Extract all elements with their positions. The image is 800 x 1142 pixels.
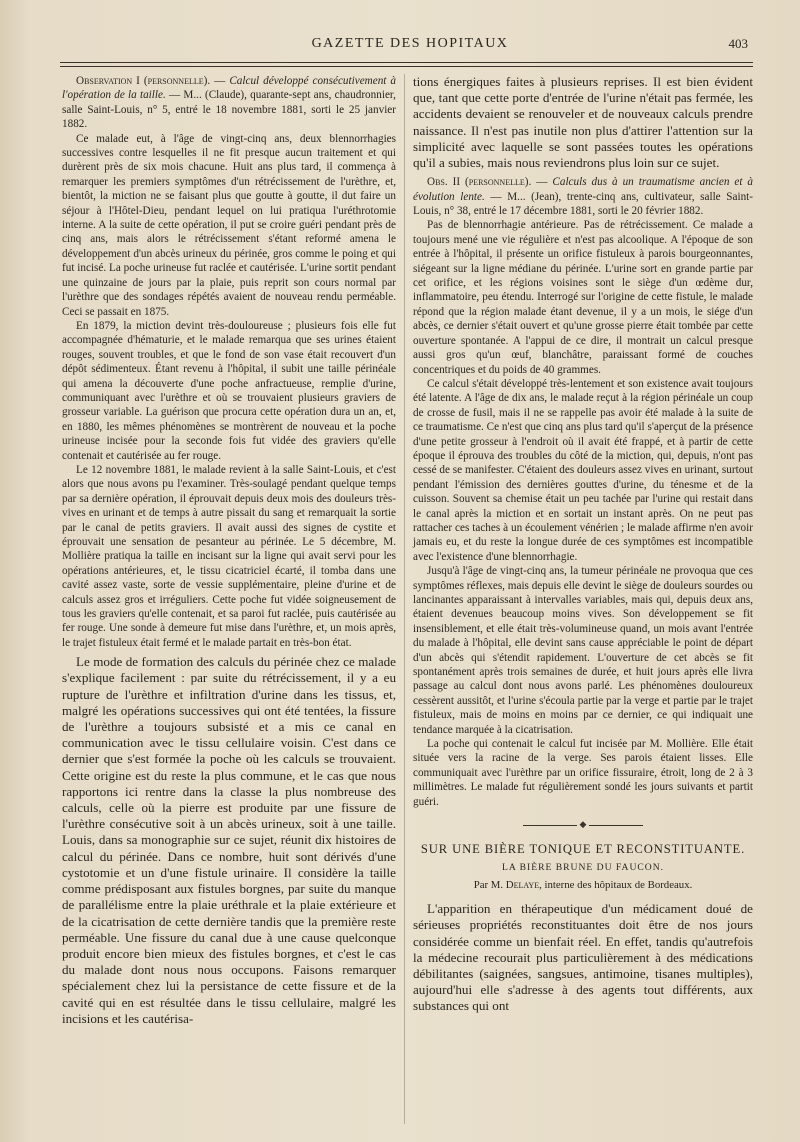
observation-2-heading: Obs. II (personnelle). — Calculs dus à un traumatisme ancien et à évolution lente. — M... (Jean), trente-cinq ans, cultivateur, salle Saint-Louis, n° 38, entré le 17 décembre 1881, sorti le 20 février 1882. [413,176,754,218]
right-column [413,74,753,1015]
paragraph: Ce calcul s'était développé très-lentement et son existence avait toujours été latente. A l'âge de dix ans, le malade reçut à la région périnéale un coup de crosse de fusil, mais il ne se rappelle pas avoir été malade à la suite de ce traumatisme. Ce n'est que cinq ans plus tard qu'il s'aperçut de la présence d'une petite grosseur à l'endroit où il avait été frappé, et à partir de cette époque il éprouva des troubles du côté de la miction, qui, depuis, n'ont pas cessé de se manifester. C'étaient des douleurs assez vives en urinant, surtout pendant l'émission des dernières gouttes d'urine, du ténesme et de la cuisson. Souvent sa chemise était un peu tachée par l'urine qui restait dans le canal après la miction et en sortait un instant après. On ne peut pas rattacher ces taches à un écoulement vénérien ; le malade affirme n'en avoir jamais eu, et du reste la longue durée de ces symptômes est incompatible avec l'existence d'une blennorrhagie. [413,377,753,563]
paragraph: Pas de blennorrhagie antérieure. Pas de rétrécissement. Ce malade a toujours mené une vie régulière et n'est pas alcoolique. A l'époque de son entrée à l'hôpital, il présente un orifice fistuleux à parois bourgeonnantes, siégeant sur la ligne médiane du périnée. L'urine sort en grande partie par cet orifice, et les régions voisines sont le siège d'un œdème dur, inflammatoire, peu étendu. Interrogé sur l'origine de cette fistule, le malade répond que la région malade étant devenue, il y a un mois, le siége d'un abcès, ce dernier s'était ouvert et qu'une grosse pierre était tombée par cette ouverture spontanée. A l'appui de ce dire, il montrait un calcul presque aussi gros qu'un œuf, blanchâtre, paraissant formé de couches concentriques et du poids de 40 grammes. [413,219,753,376]
commentary [62,654,396,1027]
article-byline: Par M. Delaye, interne des hôpitaux de Bordeaux. [473,879,693,892]
header-rule-bottom [60,66,753,67]
observation-1 [62,74,396,650]
running-title: GAZETTE DES HOPITAUX [311,36,509,51]
observation-2-patient: — M... (Jean), trente-cinq ans, cultivateur, salle Saint-Louis, n° 38, entré le 17 décembre 1881, sorti le 20 février 1882. [413,190,753,218]
observation-2-title: Calculs dus à un traumatisme ancien et à évolution lente. [413,176,754,203]
left-column [62,74,396,1027]
paragraph: Le mode de formation des calculs du périnée chez ce malade s'explique facilement : par suite du rétrécissement, il y a eu rupture de l'urèthre et infiltration d'urine dans les tissus, et, malgré les opérations successives qui ont été tentées, la fissure de l'urèthre a toujours subsisté et a mis ce canal en communication avec le tissu cellulaire voisin. C'est dans ce dernier que s'est formée la poche où les calculs se trouvaient. Cette origine est du reste la plus commune, et le cas que nous rapportons ici rentre dans la classe la plus nombreuse des calculs, celle où la pierre est produite par une fissure de l'urèthre consécutive soit à un abcès urineux, soit à une taille. Louis, dans sa monographie sur ce sujet, réunit dix histoires de calcul du périnée. Dans ce nombre, huit sont dérivés d'une cystotomie et un d'une fistule urinaire. Il considère la taille comme prédisposant aux fistules borgnes, par suite du manque de parallélisme entre la plaie uréthrale et la plaie extérieure et de la cicatrisation de cette dernière tandis que la première reste perméable. Une fissure du canal due à une cause quelconque produit encore bien mieux des fistules borgnes, et c'est le cas du malade dont nous nous occupons. Faisons remarquer spécialement chez lui la persistance de cette fissure et de la cavité qui en est résultée dans le tissu cellulaire, malgré les incisions et les cautérisa- [62,654,396,1026]
paragraph: L'apparition en thérapeutique d'un médicament doué de sérieuses propriétés reconstituantes doit être de nos jours considérée comme un bienfait réel. En effet, tandis qu'autrefois la médecine recourait plus particulièrement à des médications débilitantes (saignées, sangsues, antimoine, tisanes multiples), aujourd'hui elle s'adresse à des agents tout différents, aux substances qui ont [413,901,753,1014]
observation-2-label: Obs. II (personnelle). [427,176,532,189]
header-rule-top [60,62,753,63]
article-body [413,901,753,1014]
paragraph: Ce malade eut, à l'âge de vingt-cinq ans, deux blennorrhagies successives contre lesquelles il ne fit presque aucun traitement et qui durèrent près de six mois chacune. Huit ans plus tard, il commença à remarquer les premiers symptômes d'un rétrécissement de l'urèthre, et, bientôt, la miction ne se faisant plus que goutte à goutte, il dut faire un séjour à l'Hôtel-Dieu, pendant lequel on lui pratiqua l'uréthrotomie interne. A la suite de cette opération, il put se croire guéri pendant près de cinq ans, mais alors le rétrécissement s'étant reformé amena le développement d'un abcès urineux du périnée, gros comme le poing et qui fut incisé. La poche urineuse fut raclée et cautérisée. L'urine sortit pendant une quinzaine de jours par la plaie, puis reprit son cours normal par l'urèthre que des sondages répétés avaient de nouveau rendu perméable. Ceci se passait en 1875. [62,132,396,318]
observation-1-title: Calcul développé consécutivement à l'opération de la taille. [62,75,396,102]
paragraph: Le 12 novembre 1881, le malade revient à la salle Saint-Louis, et c'est alors que nous avons pu l'examiner. Très-soulagé pendant quelque temps par sa dernière opération, il éprouvait depuis deux mois des douleurs très-vives en urinant et de temps à autre pissait du sang et remarquait la sortie par le canal de petits graviers. Il avait aussi des signes de cystite et éprouvait une sensation de pesanteur au périnée. Le 5 décembre, M. Mollière pratiqua la taille en incisant sur la ligne qui avait servi pour les opérations antérieures, et, le tissu cicatriciel écarté, il tomba dans une cavité assez vaste, sorte de vessie supplémentaire, pleine d'urine et de calculs assez gros et irréguliers. Cette poche fut vidée soigneusement de tous les graviers qu'elle contenait, et sa paroi fut raclée, puis cautérisée au fer rouge. Une sonde à demeure fut mise dans l'urèthre, et, un mois après, le trajet fistuleux était fermé et le malade partait en très-bon état. [62,463,396,649]
article-title: SUR UNE BIÈRE TONIQUE ET RECONSTITUANTE. [420,842,746,857]
paragraph: En 1879, la miction devint très-douloureuse ; plusieurs fois elle fut accompagnée d'hématurie, et le malade remarqua que ses urines étaient rouges, souvent troubles, et que le fond de son vase était recouvert d'un dépôt sédimenteux. Étant revenu à l'hôpital, il subit une taille périnéale qui amena la découverte d'une poche anfractueuse, remplie d'urine, communiquant avec l'urèthre et où se trouvaient plusieurs graviers de grosseur variable. La guérison que procura cette opération dura un an, et, en 1880, les mêmes phénomènes se montrèrent de nouveau et la poche urineuse incisée pour la seconde fois fut vidée des graviers qu'elle contenait et cautérisée au fer rouge. [62,319,396,462]
article-subtitle: LA BIÈRE BRUNE DU FAUCON. [501,862,665,874]
paragraph: tions énergiques faites à plusieurs reprises. Il est bien évident que, tant que cette porte d'entrée de l'urine n'était pas fermée, les accidents devaient se renouveler et de nouveaux calculs prendre naissance. Il n'est pas inutile non plus d'attirer l'attention sur la simplicité avec laquelle se sont passées toutes les opérations qu'il a subies, mais nous reviendrons plus loin sur ce sujet. [413,74,753,171]
author-name: Delaye [505,879,540,892]
page-header [60,36,760,56]
paragraph: Jusqu'à l'âge de vingt-cinq ans, la tumeur périnéale ne provoqua que ces symptômes réflexes, mais depuis elle devint le siège de douleurs sourdes ou lancinantes apparaissant à intervalles variables, mais qui, depuis deux ans, étaient devenues beaucoup moins vives. Son développement se fit insensiblement, et elle était très-volumineuse quand, un mois avant l'entrée du malade à l'hôpital, elle devint sans cause appréciable le point de départ d'un abcès qui s'étendit rapidement. L'ouverture de cet abcès se fit spontanément après trois semaines de durée, et huit jours après elle livra passage au calcul dont nous avons parlé. Les phénomènes douloureux cessèrent aussitôt, et l'urine s'écoula partie par la verge et partie par le trajet fistuleux, mais de moins en moins par ce dernier, ce qui indiquait une tendance marquée à la cicatrisation. [413,565,753,736]
observation-2 [413,175,753,809]
observation-1-heading: Observation I (personnelle). — Calcul développé consécutivement à l'opération de la taille. — M... (Claude), quarante-sept ans, chaudronnier, salle Saint-Louis, n° 5, entré le 18 novembre 1881, sorti le 25 janvier 1882. [62,75,396,131]
observation-1-label: Observation I (personnelle). [76,75,211,87]
section-separator: ◆ [413,819,753,830]
observation-1-patient: — M... (Claude), quarante-sept ans, chaudronnier, salle Saint-Louis, n° 5, entré le 18 novembre 1881, sorti le 25 janvier 1882. [62,89,396,131]
page-number: 403 [728,36,748,51]
paragraph: La poche qui contenait le calcul fut incisée par M. Mollière. Elle était située vers la racine de la verge. Ses parois étaient lisses. Elle communiquait avec l'urèthre par un orifice fissuraire, étroit, long de 2 à 3 millimètres. Le malade fut régulièrement sondé les jours suivants et partit guéri. [413,738,753,808]
column-divider [404,74,405,1124]
